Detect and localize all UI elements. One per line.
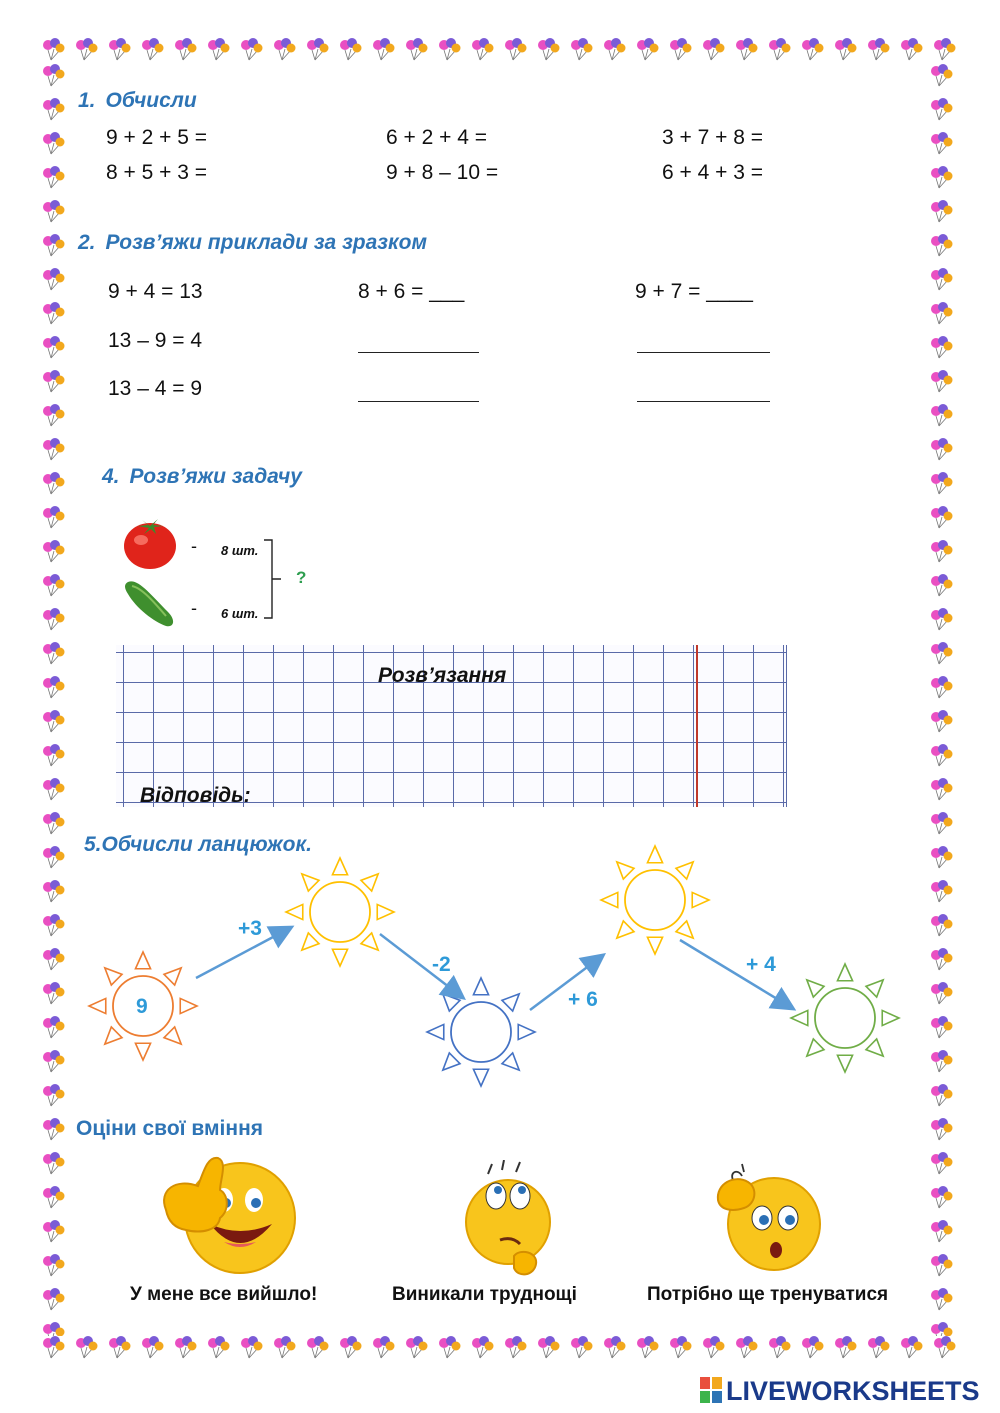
cucumber-dash: -	[191, 598, 197, 618]
sun-ray	[135, 952, 150, 969]
sun-1-value: 9	[136, 995, 148, 1018]
task2-example-3: 13 – 4 = 9	[108, 377, 202, 400]
task2-example-1: 9 + 4 = 13	[108, 280, 203, 303]
liveworksheets-logo-text: LIVEWORKSHEETS	[726, 1376, 980, 1406]
assessment-option-practice: Потрібно ще тренуватися	[647, 1284, 889, 1305]
cucumber-count: 6 шт.	[221, 606, 259, 621]
sun-ray	[377, 904, 394, 919]
sun-ray	[473, 1069, 488, 1086]
task2-answer-line-2[interactable]	[358, 401, 479, 402]
task2-col2-equation[interactable]: 8 + 6 = ___	[358, 280, 465, 303]
task1-eq-4: 8 + 5 + 3 =	[106, 161, 208, 184]
task2-example-2: 13 – 9 = 4	[108, 329, 202, 352]
task2-title: Розв’яжи приклади за зразком	[105, 231, 428, 254]
task2-heading	[78, 231, 427, 255]
solution-label: Розв’язання	[378, 664, 507, 687]
sun-ray	[105, 968, 122, 985]
sun-5-green[interactable]	[791, 964, 899, 1072]
sun-ray	[617, 862, 634, 879]
sun-ray	[502, 1053, 519, 1070]
sun-ray	[676, 862, 693, 879]
sun-ray	[882, 1010, 899, 1025]
task4-number: 4.	[102, 465, 120, 488]
sun-ray	[105, 1027, 122, 1044]
sun-ray	[617, 921, 634, 938]
sun-ray	[676, 921, 693, 938]
tomato-icon	[120, 512, 180, 572]
confused-emoji-icon[interactable]	[708, 1160, 828, 1280]
sun-ray	[502, 994, 519, 1011]
sun-ray	[89, 998, 106, 1013]
sun-ray	[692, 892, 709, 907]
sun-ray	[332, 858, 347, 875]
task4-heading	[102, 465, 302, 489]
cucumber-icon	[120, 572, 180, 632]
sun-ray	[286, 904, 303, 919]
sun-ray	[302, 933, 319, 950]
sun-ray	[473, 978, 488, 995]
sun-ray	[647, 937, 662, 954]
task1-eq-6: 6 + 4 + 3 =	[662, 161, 764, 184]
thumbs-up-emoji-icon[interactable]	[158, 1150, 303, 1280]
thinking-emoji-icon[interactable]	[458, 1160, 558, 1290]
brace-bracket	[262, 538, 284, 622]
assessment-option-difficulties: Виникали труднощі	[392, 1284, 577, 1305]
sun-ray	[866, 1039, 883, 1056]
sun-3-blue[interactable]	[427, 978, 535, 1086]
sun-ray	[164, 968, 181, 985]
sun-ray	[791, 1010, 808, 1025]
step-3-label: + 6	[568, 988, 598, 1011]
question-mark: ?	[296, 568, 307, 587]
sun-ray	[837, 1055, 852, 1072]
sun-ray	[302, 874, 319, 891]
tomato-dash: -	[191, 536, 197, 556]
task2-answer-line-1[interactable]	[358, 352, 479, 353]
task2-answer-line-3[interactable]	[637, 352, 770, 353]
grid-margin-line	[696, 645, 698, 807]
step-2-label: -2	[432, 953, 451, 976]
step-1-label: +3	[238, 917, 262, 940]
sun-ray	[443, 994, 460, 1011]
task1-heading	[78, 89, 197, 113]
task1-title: Обчисли	[105, 89, 197, 112]
balloon-border-right	[928, 64, 954, 1336]
sun-ray	[807, 1039, 824, 1056]
sun-ray	[518, 1024, 535, 1039]
liveworksheets-logo-icon	[700, 1377, 722, 1403]
self-assessment-title: Оціни свої вміння	[76, 1117, 264, 1140]
task2-col3-equation[interactable]: 9 + 7 = ____	[635, 280, 753, 303]
sun-ray	[164, 1027, 181, 1044]
sun-ray	[332, 949, 347, 966]
balloon-border-left	[40, 64, 66, 1336]
task1-eq-1: 9 + 2 + 5 =	[106, 126, 208, 149]
task2-answer-line-4[interactable]	[637, 401, 770, 402]
task1-eq-2: 6 + 2 + 4 =	[386, 126, 488, 149]
sun-chain	[0, 830, 1000, 1110]
task1-eq-5: 9 + 8 – 10 =	[386, 161, 499, 184]
sun-disc	[815, 988, 875, 1048]
sun-ray	[837, 964, 852, 981]
sun-ray	[601, 892, 618, 907]
sun-ray	[807, 980, 824, 997]
task1-eq-3: 3 + 7 + 8 =	[662, 126, 764, 149]
balloon-border-top	[40, 38, 960, 64]
balloon-border-bottom	[40, 1336, 960, 1362]
sun-2-yellow[interactable]	[286, 858, 394, 966]
task1-number: 1.	[78, 89, 96, 112]
sun-ray	[361, 933, 378, 950]
step-4-label: + 4	[746, 953, 776, 976]
sun-ray	[866, 980, 883, 997]
task4-title: Розв’яжи задачу	[129, 465, 302, 488]
task2-number: 2.	[78, 231, 96, 254]
sun-ray	[427, 1024, 444, 1039]
sun-disc	[451, 1002, 511, 1062]
sun-disc	[310, 882, 370, 942]
sun-ray	[443, 1053, 460, 1070]
sun-disc	[625, 870, 685, 930]
liveworksheets-logo	[700, 1376, 980, 1407]
sun-ray	[647, 846, 662, 863]
tomato-count: 8 шт.	[221, 543, 259, 558]
sun-ray	[361, 874, 378, 891]
assessment-option-success: У мене все вийшло!	[130, 1284, 318, 1305]
task5-heading: 5.Обчисли ланцюжок.	[84, 833, 312, 856]
sun-4-yellow[interactable]	[601, 846, 709, 954]
answer-label: Відповідь:	[140, 784, 251, 807]
sun-ray	[180, 998, 197, 1013]
sun-ray	[135, 1043, 150, 1060]
